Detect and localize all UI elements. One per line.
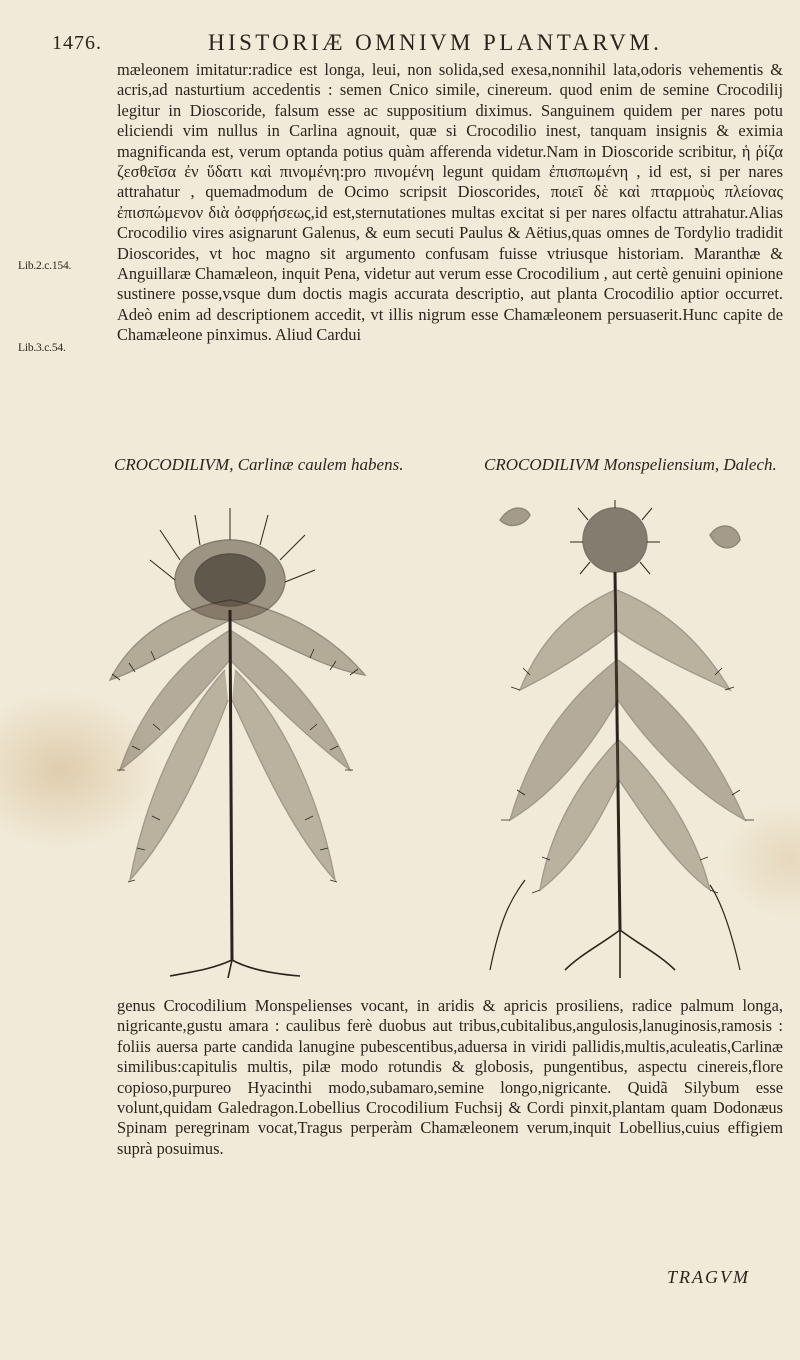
margin-note-2: Lib.3.c.54. bbox=[18, 342, 66, 354]
illustration-crocodilium-monspeliensium bbox=[470, 500, 775, 978]
body-text-top: mæleonem imitatur:radice est longa, leui, non solida,sed exesa,nonnihil lata,odoris vehementis & acris,ad nasturtium accedentis : semen Cnico simile, cinereum. quod enim de semine Crocodilij legitur in Dioscoride, falsum esse ac suppositium diximus. Sanguinem quidem per nares potu eliciendi vim nullus in Carlina agnouit, quæ si Crocodilio inest, tanquam insignis & eximia magnificanda est, verum optanda potius quàm afferenda videtur.Nam in Dioscoride scribitur, ἡ ῥίζα ζεσθεῖσα ἐν ὕδατι καὶ πινομένη:pro πινομένη legunt quidam ἐπισπωμένη , id est, si per nares attrahatur , quemadmodum de Ocimo scripsit Dioscorides, ποιεῖ δὲ καὶ πταρμοὺς πλείονας ἐπισπώμενον διὰ ὀσφρήσεως,id est,sternutationes multas excitat si per nares olfactu attrahatur.Alias Crocodilio vires asignarunt Galenus, & eum secuti Paulus & Aëtius,quas omnes de Tordylio tradidit Dioscorides, vt hoc magno sit argumento confusam fuisse vtriusque historiam. Maranthæ & Anguillaræ Chamæleon, inquit Pena, videtur aut verum esse Crocodilium , aut certè genuini opinione sustinere posse,vsque dum doctis magis accurata descriptio, aut planta Crocodilio aptior occurret. Adeò enim ad descriptionem accedit, vt illis nigrum esse Chamæleonem persuaserit.Hunc capite de Chamæleone pinximus. Aliud Cardui bbox=[117, 60, 783, 345]
caption-right: CROCODILIVM Monspeliensium, Dalech. bbox=[484, 455, 777, 474]
catchword: TRAGVM bbox=[667, 1267, 750, 1287]
body-text-bottom: genus Crocodilium Monspelienses vocant, in aridis & apricis prosiliens, radice palmum longa, nigricante,gustu amara : caulibus ferè duobus aut tribus,cubitalibus,angulosis,lanuginosis,ramosis : foliis auersa parte candida lanugine pubescentibus,aduersa in viridi pallidis,multis,aculeatis,Carlinæ similibus:capitulis multis, pilæ modo rotundis & globosis, pungentibus, aspectu cinereis,flore copioso,purpureo Hyacinthi modo,subamaro,semine longo,nigricante. Quidã Silybum esse volunt,quidam Galedragon.Lobellius Crocodilium Fuchsij & Cordi pinxit,plantam quam Dodonæus Spinam peregrinam vocat,Tragus perperàm Chamæleonem verum,inquit Lobellius,cuius effigiem suprà posuimus. bbox=[117, 996, 783, 1158]
running-head: HISTORIÆ OMNIVM PLANTARVM. bbox=[208, 30, 663, 55]
page-header bbox=[30, 30, 770, 58]
caption-left: CROCODILIVM, Carlinæ caulem habens. bbox=[114, 455, 404, 474]
page-number: 1476. bbox=[52, 32, 102, 54]
illustration-crocodilium-carlina bbox=[100, 500, 375, 978]
margin-note-1: Lib.2.c.154. bbox=[18, 260, 72, 272]
